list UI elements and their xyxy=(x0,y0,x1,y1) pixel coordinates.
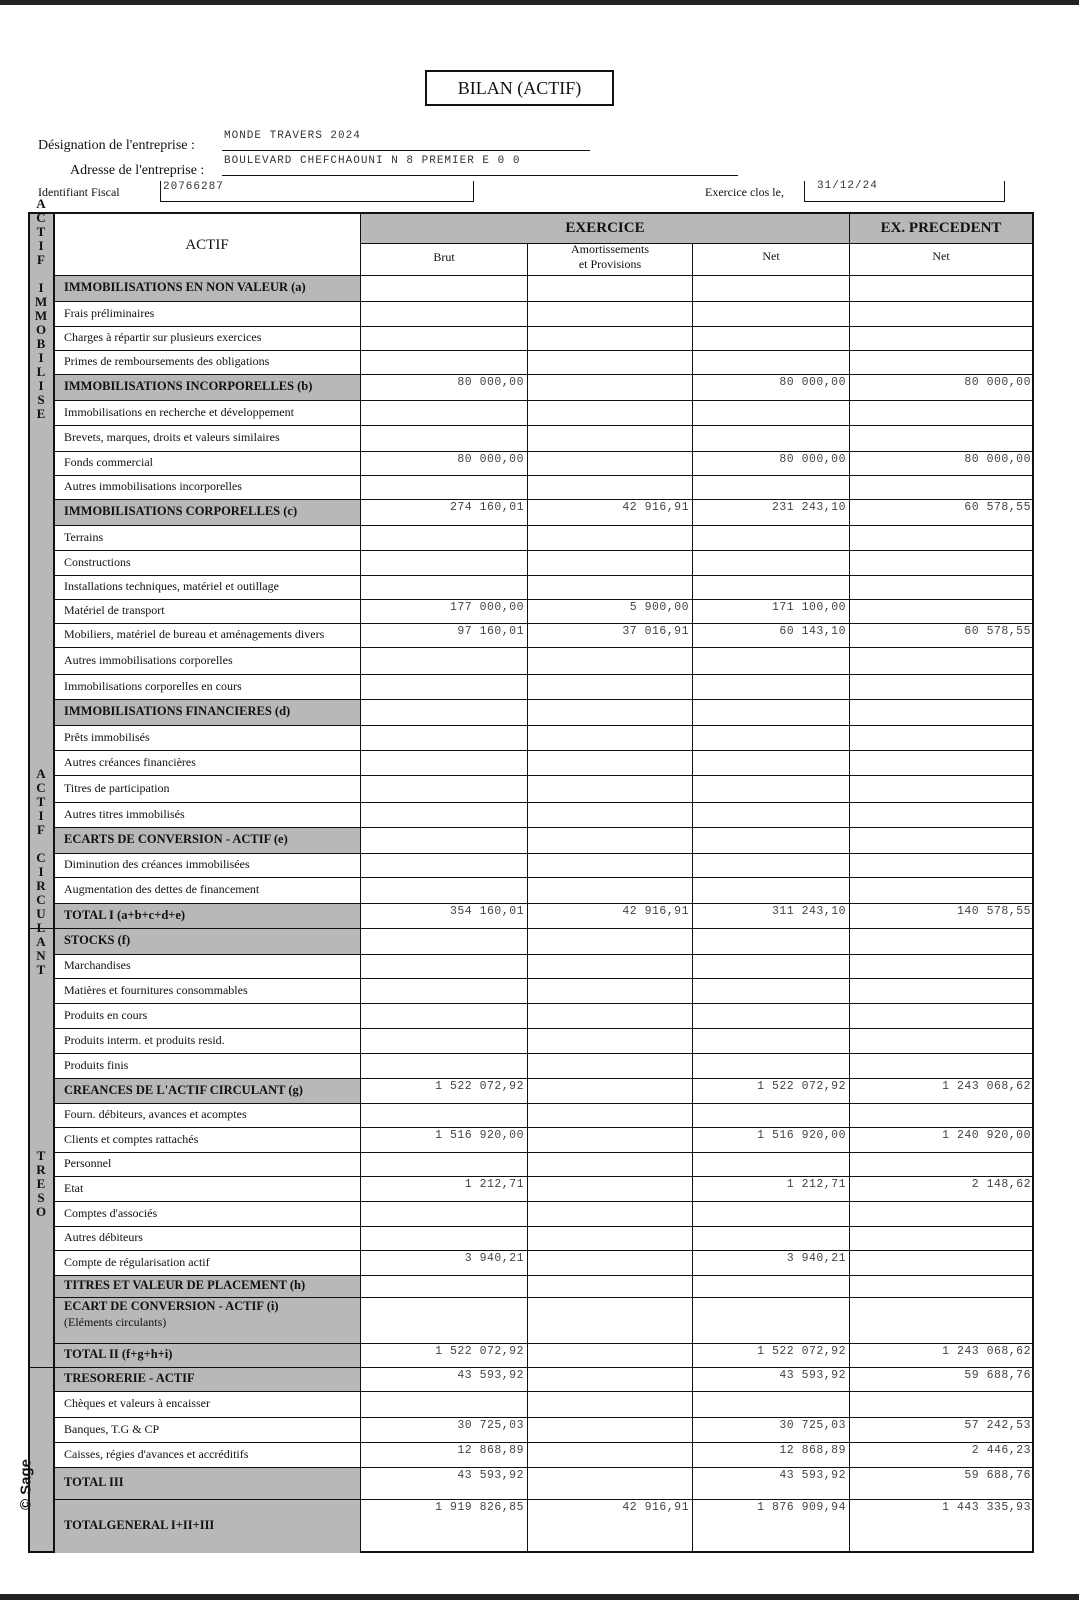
side-letter: F xyxy=(37,252,45,267)
if-value: 20766287 xyxy=(163,181,224,193)
row-label: Constructions xyxy=(64,555,131,569)
row-label: Personnel xyxy=(64,1156,112,1170)
table-row xyxy=(54,699,1034,725)
row-label: Immobilisations corporelles en cours xyxy=(64,679,242,693)
col-amort-line2: et Provisions xyxy=(578,257,642,271)
side-letter: L xyxy=(36,920,46,935)
row-label: TOTAL I (a+b+c+d+e) xyxy=(64,908,186,922)
row-label: Etat xyxy=(64,1181,84,1195)
table-row xyxy=(54,1250,1034,1275)
cell-net: 1 212,71 xyxy=(786,1178,846,1191)
row-label: Matières et fournitures consommables xyxy=(64,983,248,997)
cell-brut: 3 940,21 xyxy=(464,1252,524,1265)
cell-brut: 80 000,00 xyxy=(457,453,524,466)
top-border xyxy=(0,0,1079,5)
cell-brut: 177 000,00 xyxy=(449,601,524,614)
row-label: CREANCES DE L'ACTIF CIRCULANT (g) xyxy=(64,1083,303,1097)
cell-brut: 1 212,71 xyxy=(464,1178,524,1191)
side-label-1 xyxy=(30,197,52,421)
header-rule xyxy=(360,243,1034,244)
row-label: Augmentation des dettes de financement xyxy=(64,882,260,896)
side-letter: R xyxy=(36,878,46,893)
row-label: Autres titres immobilisés xyxy=(64,807,185,821)
row-label: ECARTS DE CONVERSION - ACTIF (e) xyxy=(64,832,288,846)
row-label: Fourn. débiteurs, avances et acomptes xyxy=(64,1107,247,1121)
table-row xyxy=(54,647,1034,674)
row-label: TOTAL III xyxy=(64,1475,124,1489)
table-row xyxy=(54,275,1034,301)
row-label: Installations techniques, matériel et outillage xyxy=(64,579,279,593)
col-actif-header: ACTIF xyxy=(185,237,229,253)
table-row xyxy=(54,499,1034,525)
adresse-underline xyxy=(222,175,738,176)
col-ex-precedent-header: EX. PRECEDENT xyxy=(880,220,1002,236)
row-sublabel: (Eléments circulants) xyxy=(64,1315,167,1329)
cell-brut: 1 919 826,85 xyxy=(435,1501,524,1514)
cell-prev: 1 443 335,93 xyxy=(942,1501,1031,1514)
cell-net: 43 593,92 xyxy=(779,1369,846,1382)
side-letter: I xyxy=(38,808,44,823)
cell-net: 1 522 072,92 xyxy=(757,1345,846,1358)
bottom-border xyxy=(0,1594,1079,1600)
cell-brut: 274 160,01 xyxy=(449,501,524,514)
table-row xyxy=(54,1467,1034,1499)
side-label-3 xyxy=(30,1149,52,1219)
bilan-table xyxy=(28,196,1034,1553)
side-letter: M xyxy=(34,294,48,309)
table-row xyxy=(54,674,1034,699)
row-label: Diminution des créances immobilisées xyxy=(64,857,250,871)
side-gap xyxy=(30,837,52,851)
table-row xyxy=(54,978,1034,1003)
table-row xyxy=(54,1103,1034,1127)
table-row xyxy=(54,525,1034,550)
row-label: Immobilisations en recherche et développement xyxy=(64,405,294,419)
side-letter: C xyxy=(36,850,46,865)
cell-brut: 97 160,01 xyxy=(457,625,524,638)
cell-net: 1 516 920,00 xyxy=(757,1129,846,1142)
table-row xyxy=(54,853,1034,877)
side-letter: I xyxy=(38,238,44,253)
col-amort-line1: Amortissements xyxy=(571,242,649,256)
cell-prev: 80 000,00 xyxy=(964,453,1031,466)
table-row xyxy=(54,1003,1034,1028)
row-label: Compte de régularisation actif xyxy=(64,1255,210,1269)
side-label-2 xyxy=(30,767,52,977)
table-row xyxy=(54,750,1034,775)
side-letter: F xyxy=(37,822,45,837)
col-exercice-header: EXERCICE xyxy=(565,220,645,236)
row-label: Produits en cours xyxy=(64,1008,148,1022)
row-label: Autres immobilisations corporelles xyxy=(64,653,233,667)
side-letter: T xyxy=(36,224,46,239)
cell-brut: 1 516 920,00 xyxy=(435,1129,524,1142)
row-label: Primes de remboursements des obligations xyxy=(64,354,270,368)
table-row xyxy=(54,827,1034,853)
table-row xyxy=(54,877,1034,903)
designation-label: Désignation de l'entreprise : xyxy=(38,138,195,153)
side-letter: C xyxy=(36,892,46,907)
table-row xyxy=(54,1367,1034,1391)
side-letter: A xyxy=(36,934,46,949)
row-label: Frais préliminaires xyxy=(64,306,155,320)
row-label: Caisses, régies d'avances et accréditifs xyxy=(64,1447,249,1461)
side-letter: E xyxy=(36,406,46,421)
page-title: BILAN (ACTIF) xyxy=(425,70,614,106)
side-letter: T xyxy=(36,794,46,809)
table-row xyxy=(54,903,1034,928)
side-letter: T xyxy=(36,962,46,977)
col-net-prev-header: Net xyxy=(932,249,950,263)
cell-net: 30 725,03 xyxy=(779,1419,846,1432)
table-row xyxy=(54,550,1034,575)
col-net-header: Net xyxy=(762,249,780,263)
table-row xyxy=(54,1127,1034,1152)
cell-net: 1 522 072,92 xyxy=(757,1080,846,1093)
cell-prev: 60 578,55 xyxy=(964,501,1031,514)
side-letter: O xyxy=(35,322,47,337)
row-label: STOCKS (f) xyxy=(64,933,131,947)
cell-amort: 42 916,91 xyxy=(622,905,689,918)
side-letter: M xyxy=(34,308,48,323)
table-row xyxy=(54,1275,1034,1297)
cell-brut: 43 593,92 xyxy=(457,1469,524,1482)
side-letter: O xyxy=(35,1204,47,1219)
row-label: Autres créances financières xyxy=(64,755,196,769)
table-row xyxy=(54,326,1034,350)
cell-prev: 60 578,55 xyxy=(964,625,1031,638)
side-letter: L xyxy=(36,364,46,379)
cell-net: 231 243,10 xyxy=(771,501,846,514)
row-label: Clients et comptes rattachés xyxy=(64,1132,199,1146)
cell-brut: 80 000,00 xyxy=(457,376,524,389)
row-label: Produits finis xyxy=(64,1058,129,1072)
cell-brut: 1 522 072,92 xyxy=(435,1080,524,1093)
row-label: TOTAL II (f+g+h+i) xyxy=(64,1347,173,1361)
side-letter: C xyxy=(36,780,46,795)
cell-brut: 43 593,92 xyxy=(457,1369,524,1382)
table-row xyxy=(54,350,1034,374)
table-row xyxy=(54,1442,1034,1467)
adresse-value: BOULEVARD CHEFCHAOUNI N 8 PREMIER E 0 0 xyxy=(224,155,521,167)
cell-brut: 12 868,89 xyxy=(457,1444,524,1457)
row-label: Produits interm. et produits resid. xyxy=(64,1033,225,1047)
row-label: Chèques et valeurs à encaisser xyxy=(64,1396,210,1410)
side-letter: I xyxy=(38,280,44,295)
cell-brut: 354 160,01 xyxy=(449,905,524,918)
row-label: Matériel de transport xyxy=(64,603,165,617)
cell-net: 1 876 909,94 xyxy=(757,1501,846,1514)
table-row xyxy=(54,725,1034,750)
table-row xyxy=(54,475,1034,499)
side-letter: I xyxy=(38,350,44,365)
cell-prev: 2 446,23 xyxy=(971,1444,1031,1457)
col-amort-header xyxy=(528,242,692,272)
row-label: Mobiliers, matériel de bureau et aménagements divers xyxy=(64,627,325,641)
adresse-label: Adresse de l'entreprise : xyxy=(70,163,205,178)
cell-prev: 59 688,76 xyxy=(964,1369,1031,1382)
side-letter: S xyxy=(37,1190,45,1205)
table-row xyxy=(54,575,1034,599)
side-letter: B xyxy=(36,336,46,351)
row-label: ECART DE CONVERSION - ACTIF (i) xyxy=(64,1299,279,1313)
row-label: IMMOBILISATIONS FINANCIERES (d) xyxy=(64,704,291,718)
exercice-value: 31/12/24 xyxy=(817,180,878,192)
designation-value: MONDE TRAVERS 2024 xyxy=(224,130,361,142)
side-letter: R xyxy=(36,1162,46,1177)
row-label: Brevets, marques, droits et valeurs similaires xyxy=(64,430,280,444)
cell-brut: 30 725,03 xyxy=(457,1419,524,1432)
side-letter: C xyxy=(36,210,46,225)
cell-prev: 59 688,76 xyxy=(964,1469,1031,1482)
table-row xyxy=(54,1078,1034,1103)
table-row xyxy=(54,928,1034,954)
table-row xyxy=(54,1226,1034,1250)
row-label: IMMOBILISATIONS INCORPORELLES (b) xyxy=(64,379,313,393)
table-row xyxy=(54,1343,1034,1367)
side-letter: S xyxy=(37,392,45,407)
cell-net: 311 243,10 xyxy=(771,905,846,918)
side-letter: A xyxy=(36,196,46,211)
copyright: © Sage xyxy=(17,1458,35,1511)
cell-amort: 42 916,91 xyxy=(622,1501,689,1514)
row-label: Prêts immobilisés xyxy=(64,730,150,744)
table-row xyxy=(54,1201,1034,1226)
row-label: Banques, T.G & CP xyxy=(64,1422,160,1436)
row-label: Fonds commercial xyxy=(64,455,153,469)
row-label: IMMOBILISATIONS EN NON VALEUR (a) xyxy=(64,280,306,294)
table-row xyxy=(54,775,1034,802)
row-label: Marchandises xyxy=(64,958,131,972)
table-row xyxy=(54,1391,1034,1417)
cell-net: 171 100,00 xyxy=(771,601,846,614)
table-row xyxy=(54,1417,1034,1442)
row-label: Terrains xyxy=(64,530,104,544)
row-label: Autres immobilisations incorporelles xyxy=(64,479,242,493)
cell-amort: 42 916,91 xyxy=(622,501,689,514)
side-letter: N xyxy=(36,948,46,963)
cell-amort: 37 016,91 xyxy=(622,625,689,638)
row-label: TOTALGENERAL I+II+III xyxy=(64,1518,215,1532)
exercice-label: Exercice clos le, xyxy=(705,185,784,199)
designation-underline xyxy=(222,150,590,151)
table-row xyxy=(54,301,1034,326)
row-label: IMMOBILISATIONS CORPORELLES (c) xyxy=(64,504,298,518)
if-label: Identifiant Fiscal xyxy=(38,185,120,199)
table-row xyxy=(54,802,1034,827)
cell-net: 43 593,92 xyxy=(779,1469,846,1482)
row-label: Titres de participation xyxy=(64,781,170,795)
table-row xyxy=(54,1152,1034,1176)
side-gap xyxy=(30,267,52,281)
cell-prev: 1 243 068,62 xyxy=(942,1080,1031,1093)
table-row xyxy=(54,425,1034,451)
row-label: Comptes d'associés xyxy=(64,1206,158,1220)
side-letter: T xyxy=(36,1148,46,1163)
cell-net: 3 940,21 xyxy=(786,1252,846,1265)
table-row xyxy=(54,599,1034,623)
cell-prev: 57 242,53 xyxy=(964,1419,1031,1432)
cell-amort: 5 900,00 xyxy=(629,601,689,614)
row-label: Charges à répartir sur plusieurs exercices xyxy=(64,330,262,344)
side-letter: U xyxy=(36,906,46,921)
table-row xyxy=(54,451,1034,475)
row-label: Autres débiteurs xyxy=(64,1230,143,1244)
cell-net: 12 868,89 xyxy=(779,1444,846,1457)
side-letter: I xyxy=(38,378,44,393)
cell-prev: 80 000,00 xyxy=(964,376,1031,389)
side-section-rule xyxy=(30,1367,54,1368)
cell-prev: 1 240 920,00 xyxy=(942,1129,1031,1142)
cell-brut: 1 522 072,92 xyxy=(435,1345,524,1358)
side-letter: I xyxy=(38,864,44,879)
table-row xyxy=(54,1053,1034,1078)
table-row xyxy=(54,374,1034,400)
side-letter: A xyxy=(36,766,46,781)
side-letter: E xyxy=(36,1176,46,1191)
table-row xyxy=(54,400,1034,425)
row-label: TITRES ET VALEUR DE PLACEMENT (h) xyxy=(64,1278,306,1292)
col-brut-header: Brut xyxy=(433,250,455,264)
table-row xyxy=(54,1028,1034,1053)
cell-net: 80 000,00 xyxy=(779,453,846,466)
table-row xyxy=(54,954,1034,978)
row-label: TRESORERIE - ACTIF xyxy=(64,1371,195,1385)
cell-prev: 140 578,55 xyxy=(956,905,1031,918)
cell-net: 80 000,00 xyxy=(779,376,846,389)
cell-net: 60 143,10 xyxy=(779,625,846,638)
table-row xyxy=(54,1176,1034,1201)
cell-prev: 2 148,62 xyxy=(971,1178,1031,1191)
table-row xyxy=(54,623,1034,647)
table-row xyxy=(54,1499,1034,1553)
cell-prev: 1 243 068,62 xyxy=(942,1345,1031,1358)
table-row xyxy=(54,1297,1034,1343)
